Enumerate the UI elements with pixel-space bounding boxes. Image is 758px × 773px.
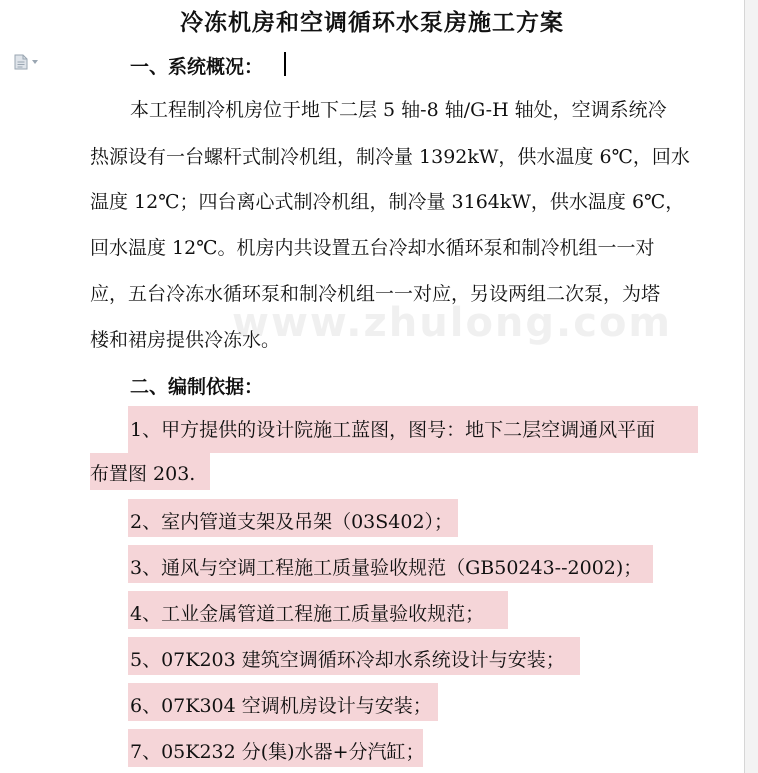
reference-item: 6、07K304 空调机房设计与安装； (130, 695, 432, 717)
reference-item: 1、甲方提供的设计院施工蓝图，图号：地下二层空调通风平面 (130, 419, 656, 441)
document-title: 冷冻机房和空调循环水泵房施工方案 (180, 9, 564, 36)
section1-line: 楼和裙房提供冷冻水。 (90, 329, 281, 351)
section2-heading: 二、编制依据： (130, 376, 264, 398)
section1-line: 本工程制冷机房位于地下二层 5 轴-8 轴/G-H 轴处，空调系统冷 (130, 99, 667, 121)
section1-line: 应，五台冷冻水循环泵和制冷机组一一对应，另设两组二次泵，为塔 (90, 283, 661, 305)
vertical-scrollbar[interactable] (744, 0, 758, 773)
reference-item: 7、05K232 分(集)水器+分汽缸； (130, 741, 425, 763)
document-icon (14, 54, 28, 70)
reference-item-continued: 布置图 203. (90, 463, 196, 485)
section1-line: 热源设有一台螺杆式制冷机组，制冷量 1392kW，供水温度 6℃，回水 (90, 146, 690, 168)
reference-item: 3、通风与空调工程施工质量验收规范（GB50243--2002)； (130, 557, 643, 579)
document-widget[interactable] (14, 52, 46, 72)
text-cursor (284, 52, 286, 76)
watermark: www.zhulong.com (232, 300, 673, 346)
section1-heading: 一、系统概况： (130, 56, 264, 78)
reference-item: 5、07K203 建筑空调循环冷却水系统设计与安装； (130, 649, 565, 671)
reference-item: 4、工业金属管道工程施工质量验收规范； (130, 603, 485, 625)
section1-line: 温度 12℃；四台离心式制冷机组，制冷量 3164kW，供水温度 6℃， (90, 191, 685, 213)
chevron-down-icon (32, 60, 38, 64)
section1-line: 回水温度 12℃。机房内共设置五台冷却水循环泵和制冷机组一一对 (90, 237, 655, 259)
reference-item: 2、室内管道支架及吊架（03S402）； (130, 511, 454, 533)
